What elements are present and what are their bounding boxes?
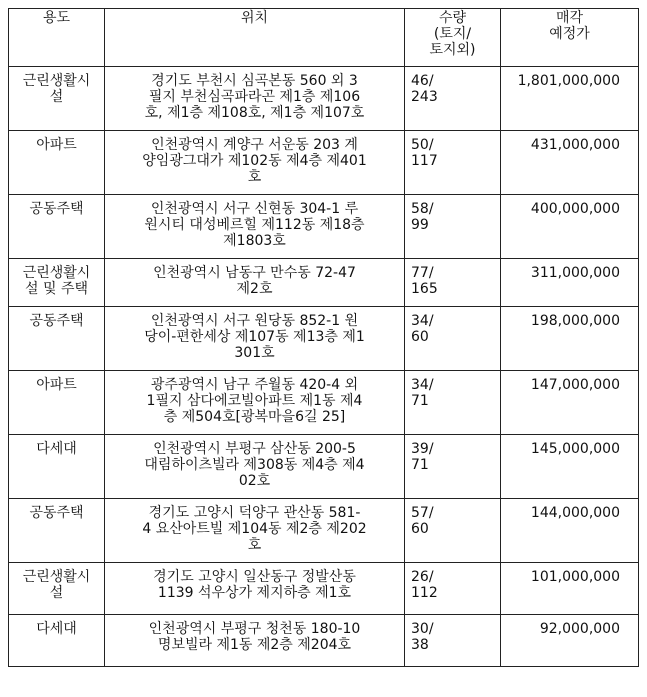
use-cell xyxy=(9,67,105,131)
cell-line: 1필지 삼다에코빌아파트 제1동 제4 xyxy=(146,393,363,409)
cell-line: 30/ xyxy=(411,621,434,637)
cell-line: 144,000,000 xyxy=(530,505,620,521)
table-header xyxy=(9,9,639,67)
cell-line: 58/ xyxy=(411,201,434,217)
cell-line: 아파트 xyxy=(36,137,77,153)
cell-line: 호 xyxy=(247,537,262,553)
cell-line: 165 xyxy=(411,281,438,297)
cell-line: 근린생활시 xyxy=(22,569,91,585)
cell-line: 400,000,000 xyxy=(530,201,620,217)
location-cell xyxy=(105,563,405,615)
location-cell xyxy=(105,615,405,667)
cell-line: 50/ xyxy=(411,137,434,153)
quantity-cell xyxy=(405,259,501,307)
use-cell xyxy=(9,563,105,615)
header-location xyxy=(105,9,405,67)
cell-line: 설 및 주택 xyxy=(25,281,88,297)
cell-line: 243 xyxy=(411,89,438,105)
table-row xyxy=(9,259,639,307)
price-cell xyxy=(501,615,639,667)
price-cell xyxy=(501,307,639,371)
table-row xyxy=(9,307,639,371)
cell-line: 198,000,000 xyxy=(530,313,620,329)
cell-line: 용도 xyxy=(42,10,71,26)
cell-line: 99 xyxy=(411,217,429,233)
quantity-cell xyxy=(405,371,501,435)
price-cell xyxy=(501,435,639,499)
cell-line: 근린생활시 xyxy=(22,265,91,281)
location-cell xyxy=(105,435,405,499)
cell-line: 제2호 xyxy=(236,281,273,297)
price-cell xyxy=(501,371,639,435)
cell-line: 대림하이츠빌라 제308동 제4층 제4 xyxy=(144,457,365,473)
cell-line: 60 xyxy=(411,521,429,537)
cell-line: 광주광역시 남구 주월동 420-4 외 xyxy=(150,377,359,393)
cell-line: 26/ xyxy=(411,569,434,585)
price-cell xyxy=(501,499,639,563)
cell-line: 39/ xyxy=(411,441,434,457)
table-row xyxy=(9,499,639,563)
cell-line: 46/ xyxy=(411,73,434,89)
cell-line: 근린생활시 xyxy=(22,73,91,89)
cell-line: 77/ xyxy=(411,265,434,281)
cell-line: 인천광역시 남동구 만수동 72-47 xyxy=(153,265,356,281)
quantity-cell xyxy=(405,131,501,195)
cell-line: 인천광역시 부평구 삼산동 200-5 xyxy=(153,441,356,457)
cell-line: 71 xyxy=(411,457,429,473)
cell-line: 매각 xyxy=(555,10,584,26)
cell-line: 공동주택 xyxy=(29,313,84,329)
table-row xyxy=(9,131,639,195)
use-cell xyxy=(9,371,105,435)
location-cell xyxy=(105,131,405,195)
price-cell xyxy=(501,259,639,307)
header-quantity xyxy=(405,9,501,67)
cell-line: 다세대 xyxy=(36,441,77,457)
cell-line: 양임광그대가 제102동 제4층 제401 xyxy=(142,153,367,169)
cell-line: 토지외) xyxy=(429,42,476,58)
use-cell xyxy=(9,259,105,307)
cell-line: 34/ xyxy=(411,377,434,393)
cell-line: 112 xyxy=(411,585,438,601)
cell-line: 수량 xyxy=(438,10,467,26)
quantity-cell xyxy=(405,307,501,371)
cell-line: 60 xyxy=(411,329,429,345)
location-cell xyxy=(105,67,405,131)
cell-line: 인천광역시 서구 원당동 852-1 원 xyxy=(150,313,359,329)
quantity-cell xyxy=(405,563,501,615)
cell-line: 147,000,000 xyxy=(530,377,620,393)
cell-line: 당이-편한세상 제107동 제13층 제1 xyxy=(144,329,365,345)
cell-line: 57/ xyxy=(411,505,434,521)
table-row xyxy=(9,371,639,435)
cell-line: 1139 석우상가 제지하층 제1호 xyxy=(157,585,352,601)
table-body xyxy=(9,67,639,667)
use-cell xyxy=(9,131,105,195)
cell-line: 필지 부천심곡파라곤 제1층 제106 xyxy=(148,89,361,105)
location-cell xyxy=(105,259,405,307)
header-use xyxy=(9,9,105,67)
cell-line: 34/ xyxy=(411,313,434,329)
cell-line: 4 요산아트빌 제104동 제2층 제202 xyxy=(142,521,367,537)
price-cell xyxy=(501,131,639,195)
cell-line: 호 xyxy=(247,169,262,185)
cell-line: 311,000,000 xyxy=(530,265,620,281)
cell-line: 공동주택 xyxy=(29,201,84,217)
use-cell xyxy=(9,195,105,259)
quantity-cell xyxy=(405,195,501,259)
cell-line: 101,000,000 xyxy=(530,569,620,585)
table-row xyxy=(9,615,639,667)
cell-line: 71 xyxy=(411,393,429,409)
cell-line: 경기도 고양시 일산동구 정발산동 xyxy=(153,569,356,585)
property-sale-table xyxy=(8,8,639,667)
cell-line: 02호 xyxy=(238,473,271,489)
cell-line: 145,000,000 xyxy=(530,441,620,457)
cell-line: 공동주택 xyxy=(29,505,84,521)
location-cell xyxy=(105,195,405,259)
price-cell xyxy=(501,195,639,259)
header-price xyxy=(501,9,639,67)
cell-line: 예정가 xyxy=(549,26,590,42)
use-cell xyxy=(9,307,105,371)
price-cell xyxy=(501,67,639,131)
cell-line: 원시티 대성베르힐 제112동 제18층 xyxy=(144,217,365,233)
location-cell xyxy=(105,307,405,371)
cell-line: 설 xyxy=(49,89,64,105)
use-cell xyxy=(9,615,105,667)
cell-line: 인천광역시 계양구 서운동 203 계 xyxy=(151,137,358,153)
cell-line: 설 xyxy=(49,585,64,601)
cell-line: 아파트 xyxy=(36,377,77,393)
table-row xyxy=(9,563,639,615)
quantity-cell xyxy=(405,67,501,131)
quantity-cell xyxy=(405,615,501,667)
cell-line: 경기도 고양시 덕양구 관산동 581- xyxy=(148,505,361,521)
location-cell xyxy=(105,371,405,435)
use-cell xyxy=(9,499,105,563)
cell-line: 경기도 부천시 심곡본동 560 외 3 xyxy=(151,73,358,89)
cell-line: 층 제504호[광복마을6길 25] xyxy=(163,409,346,425)
cell-line: 1,801,000,000 xyxy=(517,73,620,89)
cell-line: 인천광역시 부평구 청천동 180-10 xyxy=(148,621,361,637)
cell-line: 431,000,000 xyxy=(530,137,620,153)
table-row xyxy=(9,67,639,131)
cell-line: 명보빌라 제1동 제2층 제204호 xyxy=(157,637,352,653)
header-row xyxy=(9,9,639,67)
price-cell xyxy=(501,563,639,615)
cell-line: 117 xyxy=(411,153,438,169)
table-row xyxy=(9,435,639,499)
cell-line: 38 xyxy=(411,637,429,653)
quantity-cell xyxy=(405,499,501,563)
quantity-cell xyxy=(405,435,501,499)
cell-line: 제1803호 xyxy=(223,233,286,249)
cell-line: 인천광역시 서구 신현동 304-1 루 xyxy=(150,201,359,217)
cell-line: 301호 xyxy=(234,345,275,361)
cell-line: 호, 제1층 제108호, 제1층 제107호 xyxy=(144,105,365,121)
cell-line: 위치 xyxy=(240,10,269,26)
cell-line: 92,000,000 xyxy=(539,621,620,637)
cell-line: 다세대 xyxy=(36,621,77,637)
use-cell xyxy=(9,435,105,499)
table-row xyxy=(9,195,639,259)
cell-line: (토지/ xyxy=(433,26,472,42)
location-cell xyxy=(105,499,405,563)
